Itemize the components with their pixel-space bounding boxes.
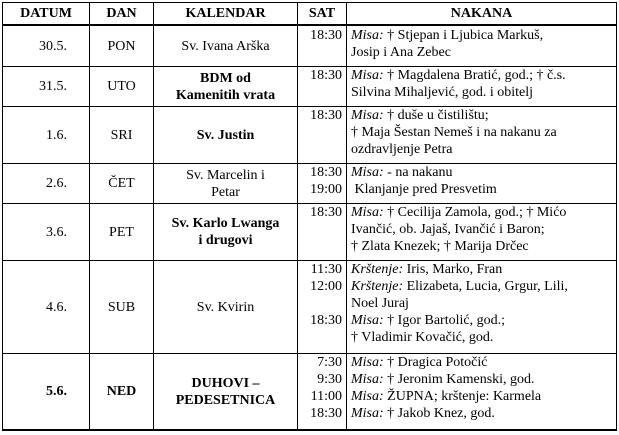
nakana-line (351, 278, 613, 295)
time-line (301, 295, 342, 312)
time-line (301, 124, 342, 141)
nakana-line (351, 164, 613, 181)
nakana-label: Misa: (351, 108, 384, 123)
schedule-sheet (2, 2, 617, 431)
time-line (301, 44, 342, 61)
table-header-row (3, 3, 617, 26)
nakana-text: † Jakob Knez, god. (383, 406, 495, 421)
nakana-line (351, 107, 613, 124)
nakana-line (351, 261, 613, 278)
nakana-line (351, 124, 613, 141)
cell-dan: PON (90, 25, 154, 67)
time-line: 12:00 (310, 279, 342, 294)
nakana-line (351, 67, 613, 84)
header-kalendar: KALENDAR (154, 3, 298, 26)
nakana-text: Ivančić, ob. Jajaš, Ivančić i Baron; (351, 222, 545, 237)
cell-dan: UTO (90, 67, 154, 107)
cell-kalendar (154, 164, 298, 204)
cell-datum: 31.5. (3, 67, 90, 107)
nakana-text: ozdravljenje Petra (351, 142, 453, 157)
header-datum: DATUM (3, 3, 90, 26)
nakana-text: † Stjepan i Ljubica Markuš, (383, 28, 544, 43)
header-nakana: NAKANA (347, 3, 617, 26)
nakana-line (351, 312, 613, 329)
time-line: 18:30 (310, 205, 342, 220)
cell-nakana (347, 164, 617, 204)
nakana-line (351, 27, 613, 44)
cell-datum: 5.6. (3, 354, 90, 431)
table-row (3, 261, 617, 354)
nakana-label: Misa: (351, 355, 384, 370)
time-line: 18:30 (310, 108, 342, 123)
nakana-label: Krštenje: (351, 262, 404, 277)
nakana-label: Krštenje: (351, 279, 404, 294)
cell-dan: ČET (90, 164, 154, 204)
nakana-label: Misa: (351, 372, 384, 387)
nakana-line (351, 405, 613, 422)
table-row (3, 354, 617, 431)
cell-kalendar (154, 25, 298, 67)
table-row (3, 107, 617, 164)
time-line: 18:30 (310, 68, 342, 83)
cell-kalendar (154, 67, 298, 107)
nakana-text: † Jeronim Kamenski, god. (383, 372, 535, 387)
time-line (301, 221, 342, 238)
cell-kalendar (154, 204, 298, 261)
time-line (301, 141, 342, 158)
cell-kalendar (154, 107, 298, 164)
cell-dan: SRI (90, 107, 154, 164)
nakana-label: Misa: (351, 68, 384, 83)
nakana-label: Misa: (351, 165, 384, 180)
kalendar-line: Sv. Ivana Arška (181, 38, 270, 54)
kalendar-line: BDM od (200, 70, 251, 86)
nakana-text: Klanjanje pred Presvetim (351, 182, 497, 197)
time-line: 19:00 (310, 182, 342, 197)
time-line: 18:30 (310, 313, 342, 328)
time-line: 18:30 (310, 406, 342, 421)
nakana-line (351, 371, 613, 388)
nakana-text: † Maja Šestan Nemeš i na nakanu za (351, 125, 557, 140)
kalendar-line: Petar (211, 184, 240, 200)
cell-sat (298, 107, 347, 164)
kalendar-line: Sv. Karlo Lwanga (171, 216, 280, 231)
cell-datum: 1.6. (3, 107, 90, 164)
kalendar-line: Sv. Marcelin i (186, 167, 265, 183)
kalendar-line: PEDESETNICA (175, 392, 276, 408)
nakana-text: - na nakanu (383, 165, 453, 180)
mass-schedule-table (2, 2, 617, 431)
kalendar-line: Kamenitih vrata (175, 87, 276, 103)
time-line: 11:30 (310, 262, 342, 277)
table-row (3, 67, 617, 107)
kalendar-line: Sv. Kvirin (196, 299, 255, 315)
nakana-text: Noel Juraj (351, 296, 409, 311)
nakana-text: Silvina Mihaljević, god. i obitelj (351, 85, 533, 100)
header-sat: SAT (298, 3, 347, 26)
table-row (3, 25, 617, 67)
nakana-text: † Cecilija Zamola, god.; † Mićo (383, 205, 567, 220)
cell-nakana (347, 107, 617, 164)
nakana-line (351, 354, 613, 371)
cell-nakana (347, 354, 617, 431)
cell-nakana (347, 67, 617, 107)
cell-sat (298, 67, 347, 107)
nakana-label: Misa: (351, 28, 384, 43)
nakana-line (351, 44, 613, 61)
cell-kalendar (154, 354, 298, 431)
nakana-label: Misa: (351, 313, 384, 328)
cell-dan: NED (90, 354, 154, 431)
nakana-line (351, 388, 613, 405)
nakana-text: † Magdalena Bratić, god.; † č.s. (383, 68, 566, 83)
time-line: 7:30 (317, 355, 342, 370)
time-line (301, 238, 342, 255)
nakana-text: Elizabeta, Lucia, Grgur, Lili, (403, 279, 568, 294)
cell-dan: PET (90, 204, 154, 261)
cell-nakana (347, 25, 617, 67)
cell-nakana (347, 261, 617, 354)
nakana-text: Iris, Marko, Fran (403, 262, 503, 277)
nakana-line (351, 295, 613, 312)
cell-datum: 2.6. (3, 164, 90, 204)
cell-sat (298, 204, 347, 261)
kalendar-line: DUHOVI – (191, 375, 260, 391)
nakana-line (351, 181, 613, 198)
nakana-label: Misa: (351, 406, 384, 421)
nakana-text: † Dragica Potočić (383, 355, 488, 370)
nakana-line (351, 238, 613, 255)
nakana-text: Josip i Ana Zebec (351, 45, 451, 60)
header-dan: DAN (90, 3, 154, 26)
time-line: 11:00 (310, 389, 342, 404)
nakana-label: Misa: (351, 205, 384, 220)
time-line: 18:30 (310, 28, 342, 43)
table-row (3, 164, 617, 204)
time-line (301, 84, 342, 101)
nakana-line (351, 204, 613, 221)
cell-datum: 4.6. (3, 261, 90, 354)
table-row (3, 204, 617, 261)
cell-dan: SUB (90, 261, 154, 354)
time-line: 18:30 (310, 165, 342, 180)
nakana-line (351, 221, 613, 238)
cell-datum: 30.5. (3, 25, 90, 67)
kalendar-line: Sv. Justin (196, 127, 255, 143)
time-line: 9:30 (317, 372, 342, 387)
nakana-line (351, 84, 613, 101)
nakana-line (351, 141, 613, 158)
nakana-text: † Igor Bartolić, god.; (383, 313, 505, 328)
cell-sat (298, 164, 347, 204)
cell-datum: 3.6. (3, 204, 90, 261)
cell-sat (298, 25, 347, 67)
nakana-text: † duše u čistilištu; (383, 108, 489, 123)
cell-sat (298, 261, 347, 354)
cell-kalendar (154, 261, 298, 354)
nakana-line (351, 329, 613, 346)
time-line (301, 329, 342, 346)
cell-nakana (347, 204, 617, 261)
nakana-text: ŽUPNA; krštenje: Karmela (383, 389, 542, 404)
cell-sat (298, 354, 347, 431)
nakana-text: † Zlata Knezek; † Marija Drčec (351, 239, 529, 254)
table-body (3, 25, 617, 430)
nakana-label: Misa: (351, 389, 384, 404)
nakana-text: † Vladimir Kovačić, god. (351, 330, 494, 345)
kalendar-line: i drugovi (198, 233, 253, 248)
